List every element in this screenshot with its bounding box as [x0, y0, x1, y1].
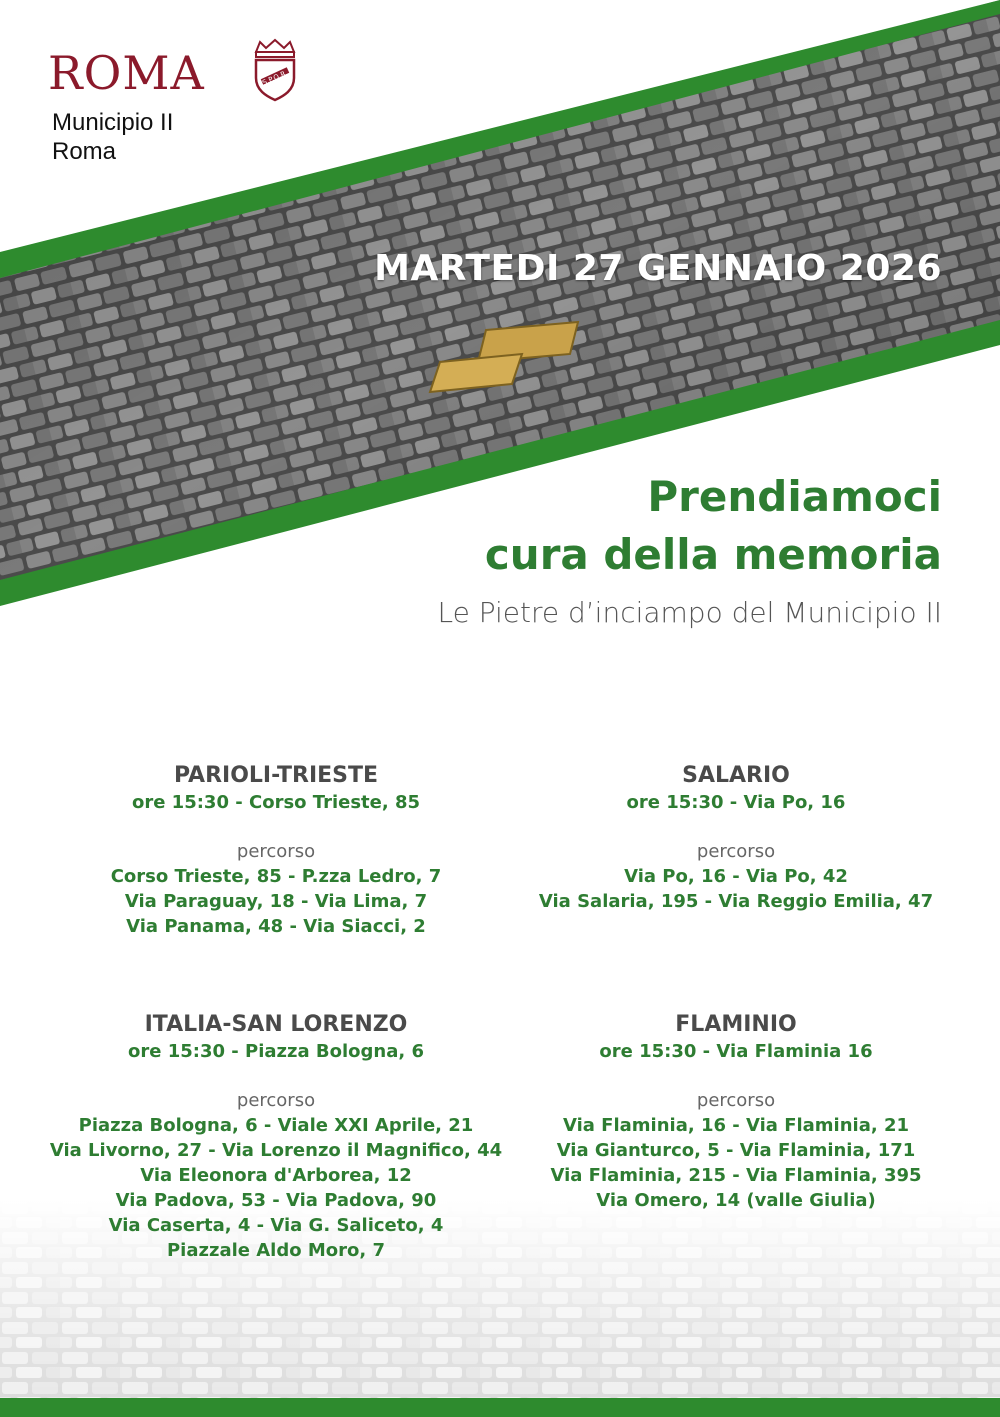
- route-stop: Via Paraguay, 18 - Via Lima, 7: [124, 891, 428, 912]
- route-stops: [36, 1113, 516, 1263]
- route-stop: Via Panama, 48 - Via Siacci, 2: [126, 916, 426, 937]
- roma-logo-wordmark: ROMA: [48, 46, 205, 100]
- municipality-name: [52, 108, 173, 166]
- route-stops: [496, 1113, 976, 1213]
- route-stop: Corso Trieste, 85 - P.zza Ledro, 7: [110, 866, 442, 887]
- route-stop: Via Livorno, 27 - Via Lorenzo il Magnifico, 44: [49, 1140, 503, 1161]
- event-title-line-2: cura della memoria: [484, 530, 942, 579]
- bottom-green-rule: [0, 1398, 1000, 1417]
- route-flaminio: [496, 1011, 976, 1213]
- route-stop: Via Salaria, 195 - Via Reggio Emilia, 47: [538, 891, 934, 912]
- route-stop: Piazzale Aldo Moro, 7: [166, 1240, 386, 1261]
- route-label: percorso: [236, 1090, 316, 1111]
- route-stop: Piazza Bologna, 6 - Viale XXI Aprile, 21: [78, 1115, 474, 1136]
- route-start: ore 15:30 - Corso Trieste, 85: [131, 792, 421, 813]
- route-stop: Via Flaminia, 215 - Via Flaminia, 395: [550, 1165, 922, 1186]
- route-name: FLAMINIO: [675, 1012, 797, 1037]
- route-parioli-trieste: [36, 762, 516, 939]
- event-title-line-1: Prendiamoci: [647, 472, 942, 521]
- route-salario: [496, 762, 976, 914]
- municipality-line-2: Roma: [52, 138, 117, 165]
- route-label: percorso: [696, 841, 776, 862]
- route-name: PARIOLI-TRIESTE: [173, 763, 379, 788]
- route-stop: Via Padova, 53 - Via Padova, 90: [115, 1190, 437, 1211]
- route-label: percorso: [696, 1090, 776, 1111]
- municipality-line-1: Municipio II: [52, 109, 174, 136]
- route-start: ore 15:30 - Via Flaminia 16: [599, 1041, 873, 1062]
- route-stops: [36, 864, 516, 939]
- route-stops: [496, 864, 976, 914]
- route-name: SALARIO: [682, 763, 790, 788]
- route-label: percorso: [236, 841, 316, 862]
- route-stop: Via Flaminia, 16 - Via Flaminia, 21: [562, 1115, 910, 1136]
- route-stop: Via Gianturco, 5 - Via Flaminia, 171: [556, 1140, 916, 1161]
- route-stop: Via Omero, 14 (valle Giulia): [596, 1190, 876, 1211]
- route-italia-san-lorenzo: [36, 1011, 516, 1263]
- crest-lettering: S.P.Q.R.: [261, 68, 289, 88]
- route-stop: Via Po, 16 - Via Po, 42: [624, 866, 848, 887]
- event-title: [485, 468, 942, 584]
- route-start: ore 15:30 - Piazza Bologna, 6: [128, 1041, 424, 1062]
- event-date: MARTEDI 27 GENNAIO 2026: [374, 248, 942, 289]
- event-subtitle: Le Pietre d’inciampo del Municipio II: [437, 596, 942, 629]
- route-stop: Via Eleonora d'Arborea, 12: [140, 1165, 412, 1186]
- route-name: ITALIA-SAN LORENZO: [144, 1012, 408, 1037]
- route-stop: Via Caserta, 4 - Via G. Saliceto, 4: [108, 1215, 444, 1236]
- route-start: ore 15:30 - Via Po, 16: [626, 792, 846, 813]
- roma-crest-icon: [250, 38, 300, 102]
